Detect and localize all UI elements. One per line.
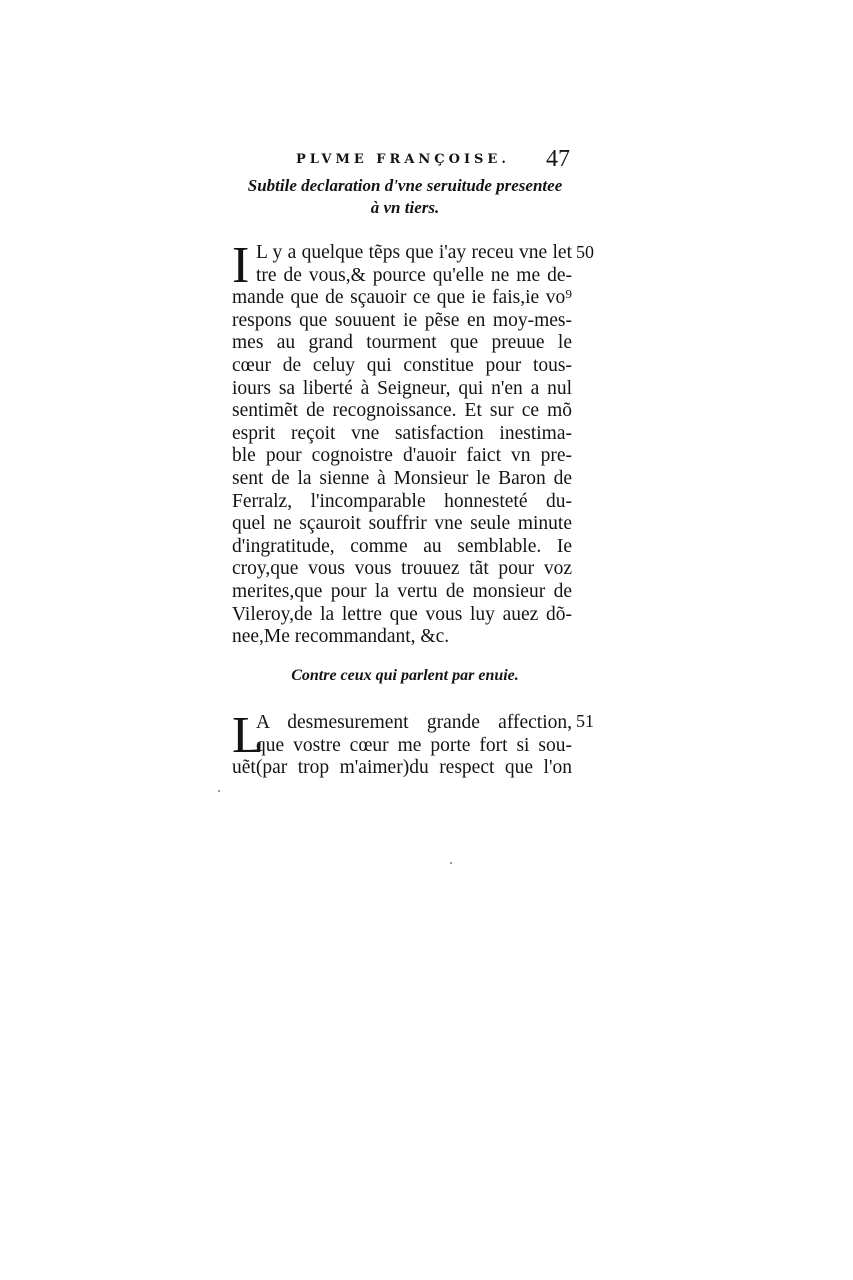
running-title: PLVME FRANÇOISE. xyxy=(296,152,510,167)
heading-line-2: à vn tiers. xyxy=(370,198,440,217)
letter-body-1 xyxy=(232,237,572,649)
text-line: quel ne sçauroit souffrir vne seule minute xyxy=(232,513,572,535)
text-line: que vostre cœur me porte fort si sou- xyxy=(256,734,572,756)
text-line: d'ingratitude, comme au semblable. Ie xyxy=(232,535,572,557)
text-line: mes au grand tourment que preuue le xyxy=(232,332,572,354)
heading-line-1: Subtile declaration d'vne seruitude presentee xyxy=(247,176,563,195)
margin-number-51: 51 xyxy=(576,711,594,731)
text-line: croy,que vous vous trouuez tãt pour voz xyxy=(232,558,572,580)
text-line: sentimẽt de recognoissance. Et sur ce mõ xyxy=(232,400,572,422)
text-line: nee,Me recommandant, &c. xyxy=(232,626,450,648)
text-line: sent de la sienne à Monsieur le Baron de xyxy=(232,467,572,489)
text-line: Vileroy,de la lettre que vous luy auez dõ- xyxy=(232,603,572,625)
section-heading-1 xyxy=(230,175,580,219)
section-heading-2: Contre ceux qui parlent par enuie. xyxy=(291,667,519,684)
text-line: uẽt(par trop m'aimer)du respect que l'on xyxy=(232,757,572,779)
text-line: Ferralz, l'incomparable honnesteté du- xyxy=(232,490,572,512)
letter-body-2 xyxy=(232,707,572,780)
text-line: ble pour cognoistre d'auoir faict vn pre- xyxy=(232,445,572,467)
text-line: esprit reçoit vne satisfaction inestima- xyxy=(232,422,572,444)
margin-number-50: 50 xyxy=(576,242,594,262)
text-line: iours sa liberté à Seigneur, qui n'en a nul xyxy=(232,377,572,399)
text-line: tre de vous,& pource qu'elle ne me de- xyxy=(256,264,572,286)
drop-capital: L xyxy=(232,707,264,764)
drop-capital: I xyxy=(232,237,250,294)
text-line: A desmesurement grande affection, xyxy=(256,712,572,733)
text-line: cœur de celuy qui constitue pour tous- xyxy=(232,354,572,376)
text-line: L y a quelque tẽps que i'ay receu vne let xyxy=(256,242,572,263)
page-number: 47 xyxy=(546,146,570,172)
running-head xyxy=(296,146,576,176)
paper-speck xyxy=(218,790,220,792)
text-line: mande que de sçauoir ce que ie fais,ie vo⁹ xyxy=(232,287,572,309)
text-line: respons que souuent ie pẽse en moy-mes- xyxy=(232,309,572,331)
paper-speck xyxy=(450,862,452,864)
text-line: merites,que pour la vertu de monsieur de xyxy=(232,580,572,602)
